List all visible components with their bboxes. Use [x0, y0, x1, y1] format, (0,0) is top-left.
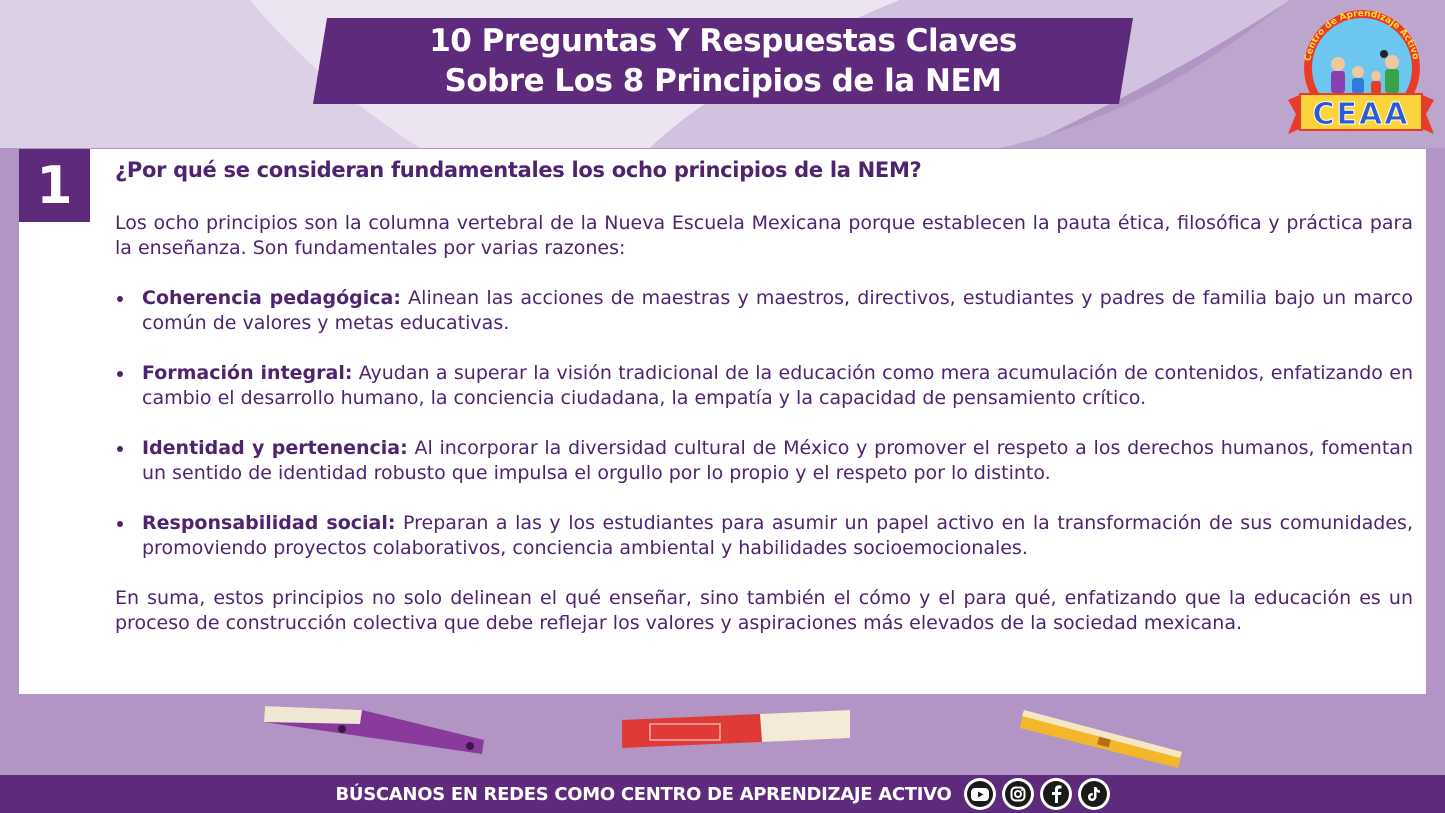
footer-text: BÚSCANOS EN REDES COMO CENTRO DE APRENDIZAJE ACTIVO [335, 783, 952, 805]
bullet-text: Ayudan a superar la visión tradicional de la educación como mera acumulación de contenidos, enfatizando en cambio el desarrollo humano, la conciencia ciudadana, la empatía y la capacidad de pensamiento crítico. [142, 362, 1413, 409]
bullet-term: Identidad y pertenencia: [142, 437, 408, 459]
decorative-books [0, 700, 1445, 770]
logo-arc-text: Centro de Aprendizaje Activo [1303, 8, 1421, 63]
youtube-icon[interactable] [964, 778, 996, 810]
facebook-icon[interactable] [1040, 778, 1072, 810]
tiktok-icon[interactable] [1078, 778, 1110, 810]
list-item [115, 286, 1413, 336]
yellow-book [1020, 710, 1182, 768]
instagram-icon[interactable] [1002, 778, 1034, 810]
bullet-text: Preparan a las y los estudiantes para asumir un papel activo en la transformación de sus comunidades, promoviendo proyectos colaborativos, conciencia ambiental y habilidades socioemocionales. [142, 512, 1413, 559]
question-number-badge: 1 [19, 149, 90, 222]
intro-paragraph: Los ocho principios son la columna vertebral de la Nueva Escuela Mexicana porque establecen la pauta ética, filosófica y práctica para la enseñanza. Son fundamentales por varias razones: [115, 212, 1413, 259]
logo-letters: CEAA [1312, 97, 1410, 132]
closing-paragraph: En suma, estos principios no solo delinean el qué enseñar, sino también el cómo y el para qué, enfatizando que la educación es un proceso de construcción colectiva que debe reflejar los valores y aspiraciones más elevados de la sociedad mexicana. [115, 587, 1413, 634]
bullet-term: Coherencia pedagógica: [142, 287, 401, 309]
bullet-text: Al incorporar la diversidad cultural de México y promover el respeto a los derechos humanos, fomentan un sentido de identidad robusto que impulsa el orgullo por lo propio y el respeto por lo distinto. [142, 437, 1413, 484]
title-line-2: Sobre Los 8 Principios de la NEM [444, 63, 1002, 99]
bullet-term: Responsabilidad social: [142, 512, 396, 534]
question-heading: ¿Por qué se consideran fundamentales los ocho principios de la NEM? [115, 158, 922, 182]
list-item [115, 436, 1413, 486]
purple-book [264, 706, 484, 754]
footer-bar [0, 775, 1445, 813]
page-title [313, 18, 1133, 104]
content-body [115, 155, 1413, 636]
red-book [622, 710, 850, 748]
list-item [115, 511, 1413, 561]
title-banner [313, 18, 1133, 104]
bullet-text: Alinean las acciones de maestras y maestros, directivos, estudiantes y padres de familia bajo un marco común de valores y metas educativas. [142, 287, 1414, 334]
reasons-list [115, 286, 1413, 561]
list-item [115, 361, 1413, 411]
logo-graphic [1288, 6, 1434, 134]
title-line-1: 10 Preguntas Y Respuestas Claves [429, 23, 1017, 59]
ceaa-logo [1288, 6, 1434, 134]
bullet-term: Formación integral: [142, 362, 353, 384]
